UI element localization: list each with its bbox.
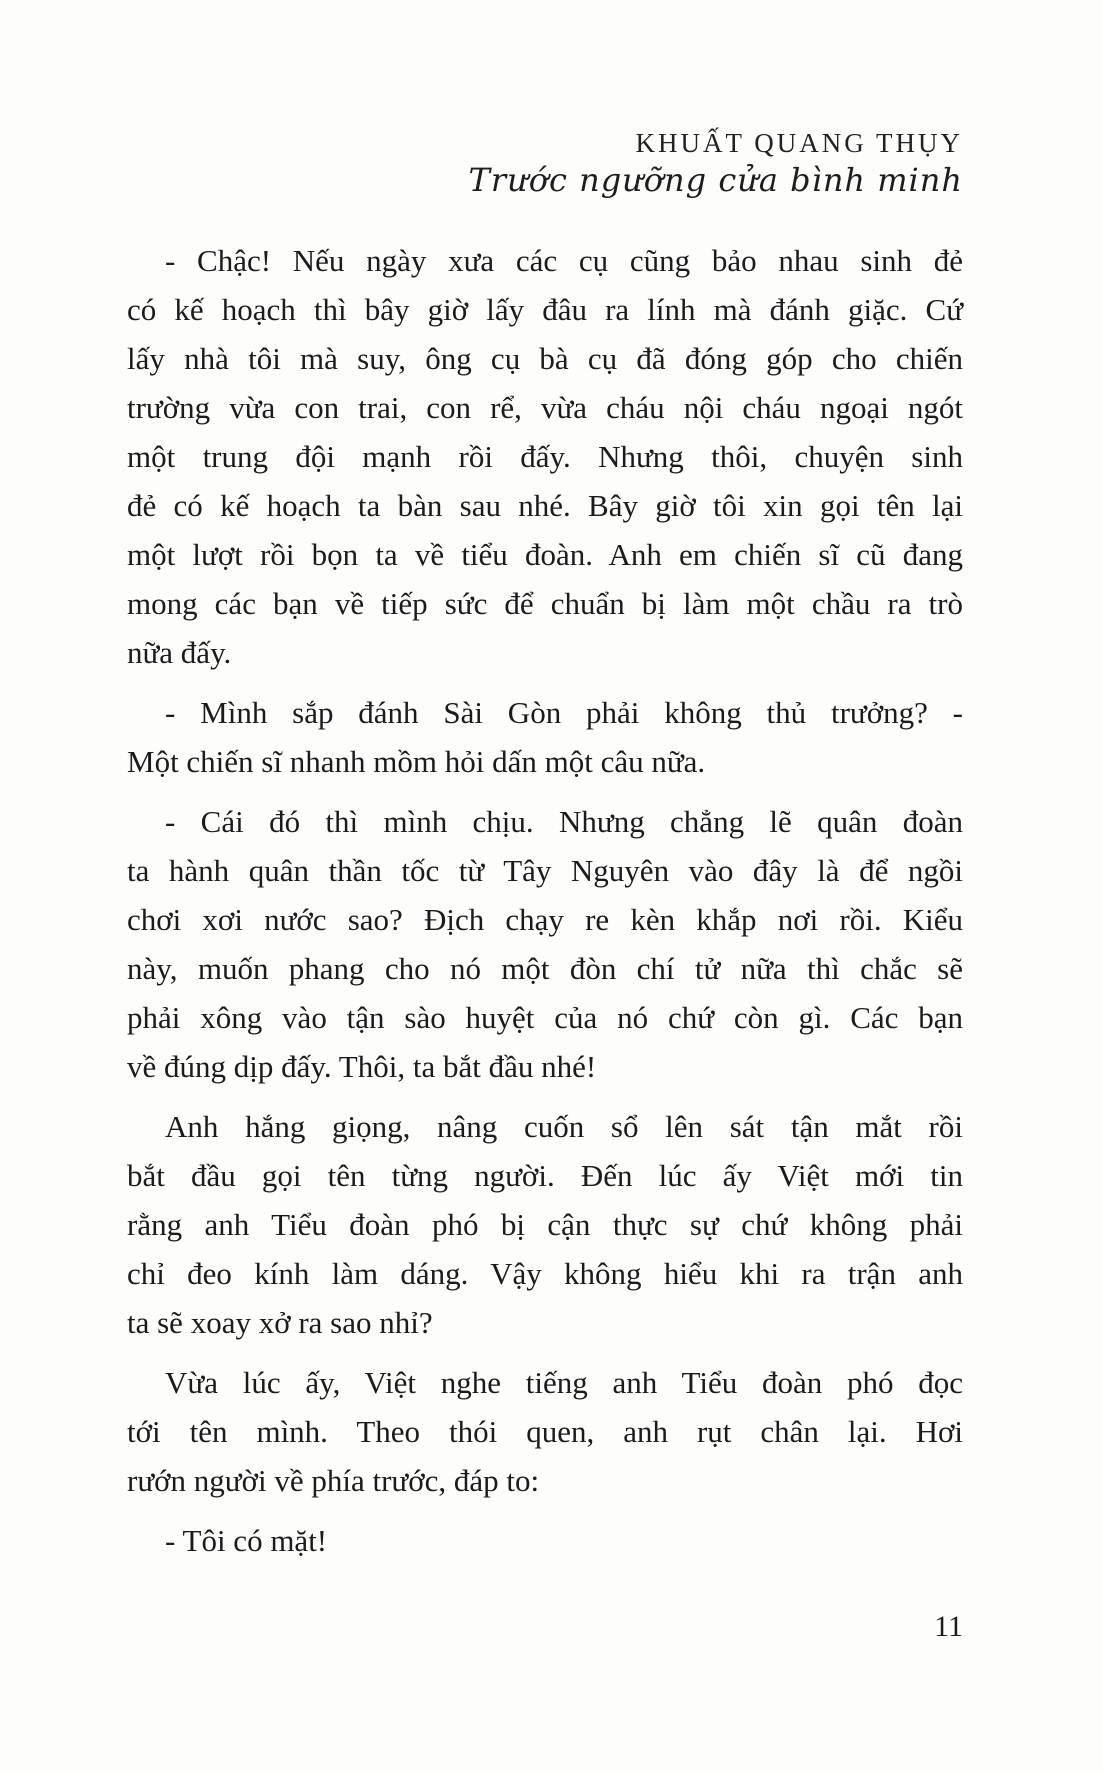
text-line: đẻ có kế hoạch ta bàn sau nhé. Bây giờ tôi xin gọi tên lại xyxy=(127,488,963,523)
author-name: KHUẤT QUANG THỤY xyxy=(635,128,963,158)
text-line: - Mình sắp đánh Sài Gòn phải không thủ trưởng? - xyxy=(165,695,963,730)
text-line: chơi xơi nước sao? Địch chạy re kèn khắp nơi rồi. Kiểu xyxy=(127,902,963,937)
paragraph xyxy=(127,1358,963,1505)
text-line: tới tên mình. Theo thói quen, anh rụt chân lại. Hơi xyxy=(127,1414,963,1449)
text-line: Vừa lúc ấy, Việt nghe tiếng anh Tiểu đoàn phó đọc xyxy=(165,1365,963,1400)
book-title: Trước ngưỡng cửa bình minh xyxy=(468,161,963,199)
text-line: trường vừa con trai, con rể, vừa cháu nội cháu ngoại ngót xyxy=(127,390,963,425)
text-line: về đúng dịp đấy. Thôi, ta bắt đầu nhé! xyxy=(127,1049,597,1084)
text-line: nữa đấy. xyxy=(127,635,232,670)
text-line: có kế hoạch thì bây giờ lấy đâu ra lính mà đánh giặc. Cứ xyxy=(127,292,963,327)
text-line: Một chiến sĩ nhanh mồm hỏi dấn một câu nữa. xyxy=(127,744,706,779)
paragraph xyxy=(127,236,963,677)
text-line: ta hành quân thần tốc từ Tây Nguyên vào đây là để ngồi xyxy=(127,853,963,888)
text-line: phải xông vào tận sào huyệt của nó chứ còn gì. Các bạn xyxy=(127,1000,963,1035)
paragraph xyxy=(127,1102,963,1347)
text-line: - Cái đó thì mình chịu. Nhưng chẳng lẽ quân đoàn xyxy=(165,804,963,839)
text-line: bắt đầu gọi tên từng người. Đến lúc ấy Việt mới tin xyxy=(127,1158,963,1193)
running-header xyxy=(127,130,963,198)
text-line: ta sẽ xoay xở ra sao nhỉ? xyxy=(127,1305,433,1340)
text-line: một lượt rồi bọn ta về tiểu đoàn. Anh em chiến sĩ cũ đang xyxy=(127,537,963,572)
text-line: rướn người về phía trước, đáp to: xyxy=(127,1463,540,1498)
text-line: này, muốn phang cho nó một đòn chí tử nữa thì chắc sẽ xyxy=(127,951,963,986)
paragraph xyxy=(127,797,963,1091)
paragraph xyxy=(127,1516,963,1565)
text-line: - Chậc! Nếu ngày xưa các cụ cũng bảo nhau sinh đẻ xyxy=(165,243,963,278)
page-number: 11 xyxy=(934,1610,963,1643)
text-line: chỉ đeo kính làm dáng. Vậy không hiểu khi ra trận anh xyxy=(127,1256,963,1291)
paragraph xyxy=(127,688,963,786)
text-line: Anh hắng giọng, nâng cuốn sổ lên sát tận mắt rồi xyxy=(165,1109,963,1144)
text-line: mong các bạn về tiếp sức để chuẩn bị làm một chầu ra trò xyxy=(127,586,963,621)
text-line: - Tôi có mặt! xyxy=(165,1523,328,1558)
text-line: một trung đội mạnh rồi đấy. Nhưng thôi, chuyện sinh xyxy=(127,439,963,474)
body-text xyxy=(127,236,963,1565)
text-line: lấy nhà tôi mà suy, ông cụ bà cụ đã đóng góp cho chiến xyxy=(127,341,963,376)
text-line: rằng anh Tiểu đoàn phó bị cận thực sự chứ không phải xyxy=(127,1207,963,1242)
